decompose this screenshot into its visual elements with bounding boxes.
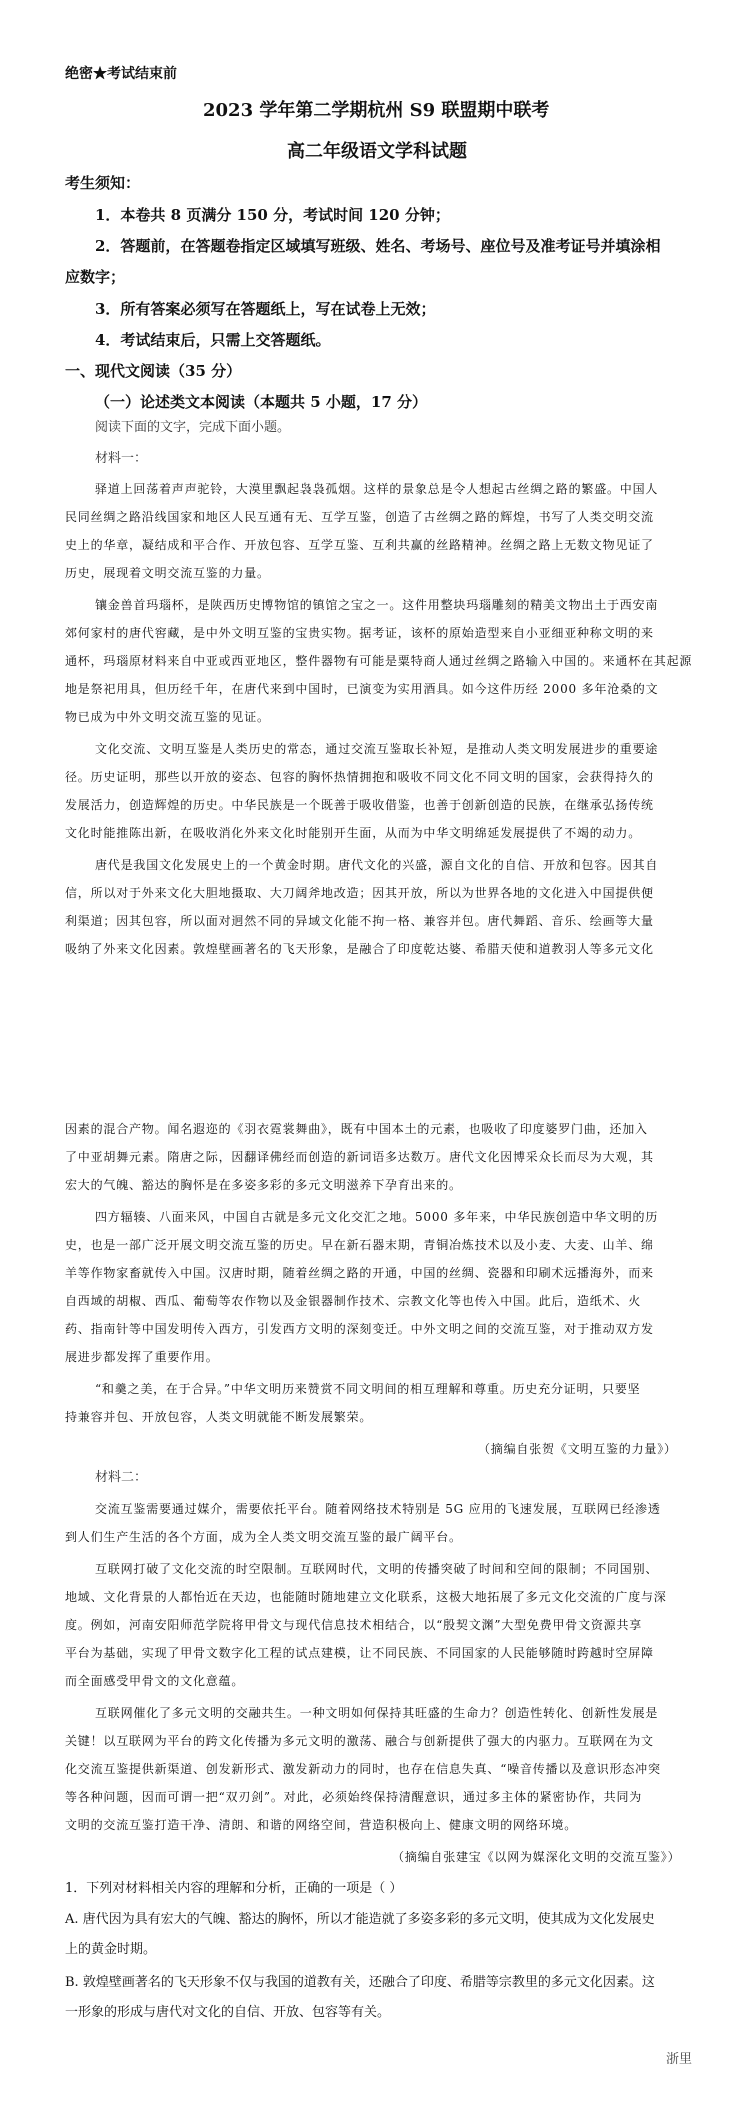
- material1-line: 郊何家村的唐代窖藏，是中外文明互鉴的宝贵实物。据考证，该杯的原始造型来自小亚细亚种称文明的来: [65, 626, 654, 640]
- material2-line: 互联网催化了多元文明的交融共生。一种文明如何保持其旺盛的生命力？创造性转化、创新性发展是: [95, 1706, 659, 1720]
- material1-line: 信，所以对于外来文化大胆地摄取、大刀阔斧地改造；因其开放，所以为世界各地的文化进入中国提供便: [65, 886, 654, 900]
- notice-item: 4．考试结束后，只需上交答题纸。: [95, 331, 331, 349]
- material1-line: 四方辐辏、八面来风，中国自古就是多元文化交汇之地。5000 多年来，中华民族创造中华文明的历: [95, 1210, 659, 1224]
- material1-line: 唐代是我国文化发展史上的一个黄金时期。唐代文化的兴盛，源自文化的自信、开放和包容。因其自: [95, 858, 659, 872]
- material2-line: 文明的交流互鉴打造干净、清朗、和谐的网络空间，营造积极向上、健康文明的网络环境。: [65, 1818, 578, 1832]
- material2-source: （摘编自张建宝《以网为媒深化文明的交流互鉴》）: [392, 1850, 681, 1864]
- material2-line: 平台为基础，实现了甲骨文数字化工程的试点建模，让不同民族、不同国家的人民能够随时跨越时空屏障: [65, 1646, 654, 1660]
- material1-line: 径。历史证明，那些以开放的姿态、包容的胸怀热情拥抱和吸收不同文化不同文明的国家，会获得持久的: [65, 770, 654, 784]
- material1-line: 史，也是一部广泛开展文明交流互鉴的历史。早在新石器末期，青铜冶炼技术以及小麦、大麦、山羊、绵: [65, 1238, 654, 1252]
- material1-line: 地是祭祀用具，但历经千年，在唐代来到中国时，已演变为实用酒具。如今这件历经 2000 多年沧桑的文: [65, 682, 659, 696]
- material1-line: 宏大的气魄、豁达的胸怀是在多姿多彩的多元文明滋养下孕育出来的。: [65, 1178, 462, 1192]
- material2-line: 化交流互鉴提供新渠道、创发新形式、激发新动力的同时，也存在信息失真、“噪音传播以及意识形态冲突: [65, 1762, 661, 1776]
- notice-item: 3．所有答案必须写在答题纸上，写在试卷上无效；: [95, 300, 436, 318]
- material1-label: 材料一：: [95, 451, 148, 466]
- material1-line: 了中亚胡舞元素。隋唐之际，因翻译佛经而创造的新词语多达数万。唐代文化因博采众长而尽为大观，其: [65, 1150, 654, 1164]
- material2-line: 而全面感受甲骨文的文化意蕴。: [65, 1674, 245, 1688]
- material1-line: 羊等作物家畜就传入中国。汉唐时期，随着丝绸之路的开通，中国的丝绸、瓷器和印刷术远播海外，而来: [65, 1266, 654, 1280]
- notice-item: 2．答题前，在答题卷指定区域填写班级、姓名、考场号、座位号及准考证号并填涂相: [95, 237, 661, 255]
- material1-line: “和羹之美，在于合异。”中华文明历来赞赏不同文明间的相互理解和尊重。历史充分证明，只要坚: [95, 1382, 641, 1396]
- exam-title: 2023 学年第二学期杭州 S9 联盟期中联考: [203, 100, 550, 121]
- material1-line: 驿道上回荡着声声驼铃，大漠里飘起袅袅孤烟。这样的景象总是令人想起古丝绸之路的繁盛。中国人: [95, 482, 659, 496]
- material1-line: 民同丝绸之路沿线国家和地区人民互通有无、互学互鉴，创造了古丝绸之路的辉煌，书写了人类交明交流: [65, 510, 654, 524]
- material2-line: 关键！以互联网为平台的跨文化传播为多元文明的激荡、融合与创新提供了强大的内驱力。互联网在为文: [65, 1734, 654, 1748]
- secret-label: 绝密★考试结束前: [65, 66, 177, 82]
- section-subtitle: （一）论述类文本阅读（本题共 5 小题，17 分）: [95, 393, 427, 411]
- material1-line: 文化时能推陈出新，在吸收消化外来文化时能别开生面，从而为中华文明绵延发展提供了不竭的动力。: [65, 826, 642, 840]
- footer-mark: 浙里: [666, 2052, 693, 2067]
- material2-line: 到人们生产生活的各个方面，成为全人类文明交流互鉴的最广阔平台。: [65, 1530, 462, 1544]
- material1-line: 史上的华章，凝结成和平合作、开放包容、互学互鉴、互利共赢的丝路精神。丝绸之路上无数文物见证了: [65, 538, 654, 552]
- question-stem: 1．下列对材料相关内容的理解和分析，正确的一项是（ ）: [65, 1881, 403, 1896]
- instruction: 阅读下面的文字，完成下面小题。: [95, 420, 291, 435]
- option-b: B. 敦煌壁画著名的飞天形象不仅与我国的道教有关，还融合了印度、希腊等宗教里的多元文化因素。这: [65, 1975, 655, 1990]
- notice-item: 1．本卷共 8 页满分 150 分，考试时间 120 分钟；: [95, 206, 450, 224]
- section-title: 一、现代文阅读（35 分）: [65, 362, 242, 380]
- material2-line: 等各种问题，因而可谓一把“双刃剑”。对此，必须始终保持清醒意识，通过多主体的紧密协作，共同为: [65, 1790, 643, 1804]
- exam-subtitle: 高二年级语文学科试题: [287, 141, 467, 162]
- material2-label: 材料二：: [95, 1470, 148, 1485]
- option-a: 上的黄金时期。: [65, 1942, 157, 1957]
- material1-line: 展进步都发挥了重要作用。: [65, 1350, 219, 1364]
- material1-line: 药、指南针等中国发明传入西方，引发西方文明的深刻变迁。中外文明之间的交流互鉴，对于推动双方发: [65, 1322, 654, 1336]
- option-a: A. 唐代因为具有宏大的气魄、豁达的胸怀，所以才能造就了多姿多彩的多元文明，使其成为文化发展史: [65, 1912, 655, 1927]
- material1-line: 持兼容并包、开放包容，人类文明就能不断发展繁荣。: [65, 1410, 373, 1424]
- material1-line: 历史，展现着文明交流互鉴的力量。: [65, 566, 270, 580]
- material1-line: 物已成为中外文明交流互鉴的见证。: [65, 710, 270, 724]
- option-b: 一形象的形成与唐代对文化的自信、开放、包容等有关。: [65, 2005, 391, 2020]
- notice-heading: 考生须知：: [65, 174, 141, 192]
- material2-line: 度。例如，河南安阳师范学院将甲骨文与现代信息技术相结合，以“殷契文渊”大型免费甲骨文资源共享: [65, 1618, 643, 1632]
- material1-line: 文化交流、文明互鉴是人类历史的常态，通过交流互鉴取长补短，是推动人类文明发展进步的重要途: [95, 742, 659, 756]
- material1-line: 镶金兽首玛瑙杯，是陕西历史博物馆的镇馆之宝之一。这件用整块玛瑙雕刻的精美文物出土于西安南: [95, 598, 659, 612]
- material1-line: 吸纳了外来文化因素。敦煌壁画著名的飞天形象，是融合了印度乾达婆、希腊天使和道教羽人等多元文化: [65, 942, 654, 956]
- material1-line: 利渠道；因其包容，所以面对迥然不同的异域文化能不拘一格、兼容并包。唐代舞蹈、音乐、绘画等大量: [65, 914, 654, 928]
- material1-line: 通杯，玛瑙原材料来自中亚或西亚地区，整件器物有可能是粟特商人通过丝绸之路输入中国的。来通杯在其起源: [65, 654, 693, 668]
- material1-source: （摘编自张贺《文明互鉴的力量》）: [478, 1442, 677, 1456]
- material1-line: 自西域的胡椒、西瓜、葡萄等农作物以及金银器制作技术、宗教文化等也传入中国。此后，造纸术、火: [65, 1294, 642, 1308]
- material1-line: 发展活力，创造辉煌的历史。中华民族是一个既善于吸收借鉴，也善于创新创造的民族，在继承弘扬传统: [65, 798, 654, 812]
- material2-line: 交流互鉴需要通过媒介，需要依托平台。随着网络技术特别是 5G 应用的飞速发展，互联网已经渗透: [95, 1502, 661, 1516]
- material1-line: 因素的混合产物。闻名遐迩的《羽衣霓裳舞曲》，既有中国本土的元素，也吸收了印度婆罗门曲，还加入: [65, 1122, 648, 1136]
- material2-line: 互联网打破了文化交流的时空限制。互联网时代，文明的传播突破了时间和空间的限制；不同国别、: [95, 1562, 659, 1576]
- notice-item: 应数字；: [65, 268, 126, 286]
- material2-line: 地域、文化背景的人都怡近在天边，也能随时随地建立文化联系，这极大地拓展了多元文化交流的广度与深: [65, 1590, 667, 1604]
